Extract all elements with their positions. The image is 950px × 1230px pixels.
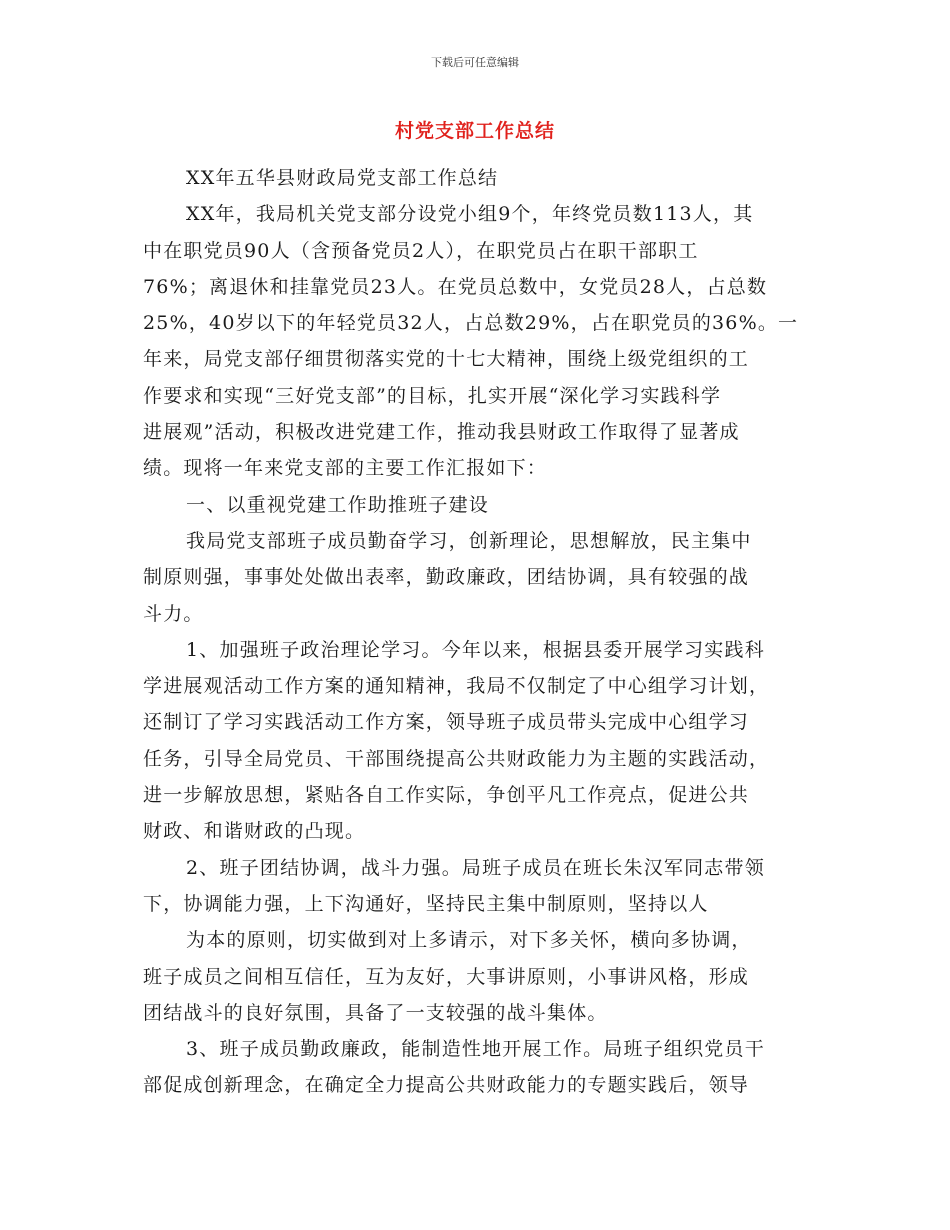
paragraph-line: XX年，我局机关党支部分设党小组9个，年终党员数113人，其 [186, 203, 754, 226]
document-body [143, 160, 803, 1104]
paragraph-line: 任务，引导全局党员、干部围绕提高公共财政能力为主题的实践活动， [143, 747, 770, 770]
subtitle-line: XX年五华县财政局党支部工作总结 [186, 167, 499, 189]
paragraph-line: 财政、和谐财政的凸现。 [143, 820, 366, 843]
paragraph-line: 作要求和实现“三好党支部”的目标，扎实开展“深化学习实践科学 [143, 384, 722, 407]
paragraph-line: 学进展观活动工作方案的通知精神，我局不仅制定了中心组学习计划， [143, 675, 770, 698]
paragraph-line: 班子成员之间相互信任，互为友好，大事讲原则，小事讲风格，形成 [143, 965, 750, 988]
document-title: 村党支部工作总结 [394, 120, 555, 142]
paragraph-line: 年来，局党支部仔细贯彻落实党的十七大精神，围绕上级党组织的工 [143, 348, 750, 371]
paragraph-line: 为本的原则，切实做到对上多请示，对下多关怀，横向多协调， [186, 929, 752, 952]
page-header: 下载后可任意编辑 [431, 56, 519, 69]
paragraph-line: 76%；离退休和挂靠党员23人。在党员总数中，女党员28人，占总数 [143, 275, 768, 298]
section-heading: 一、以重视党建工作助推班子建设 [186, 493, 490, 516]
paragraph-line: 我局党支部班子成员勤奋学习，创新理论，思想解放，民主集中 [186, 529, 752, 552]
paragraph-line: 团结战斗的良好氛围，具备了一支较强的战斗集体。 [143, 1001, 608, 1024]
paragraph-line: 部促成创新理念，在确定全力提高公共财政能力的专题实践后，领导 [143, 1074, 750, 1097]
paragraph-line: 绩。现将一年来党支部的主要工作汇报如下： [143, 457, 548, 480]
paragraph-line: 2、班子团结协调，战斗力强。局班子成员在班长朱汉军同志带领 [186, 856, 765, 879]
paragraph-line: 斗力。 [143, 602, 204, 625]
paragraph-line: 1、加强班子政治理论学习。今年以来，根据县委开展学习实践科 [186, 638, 765, 661]
paragraph-line: 3、班子成员勤政廉政，能制造性地开展工作。局班子组织党员干 [186, 1038, 765, 1061]
paragraph-line: 还制订了学习实践活动工作方案，领导班子成员带头完成中心组学习 [143, 711, 750, 734]
paragraph-line: 25%，40岁以下的年轻党员32人，占总数29%，占在职党员的36%。一 [143, 312, 799, 335]
paragraph-line: 制原则强，事事处处做出表率，勤政廉政，团结协调，具有较强的战 [143, 566, 750, 589]
paragraph-line: 下，协调能力强，上下沟通好，坚持民主集中制原则，坚持以人 [143, 892, 709, 915]
paragraph-line: 中在职党员90人（含预备党员2人），在职党员占在职干部职工 [143, 239, 699, 262]
paragraph-line: 进展观”活动，积极改进党建工作，推动我县财政工作取得了显著成 [143, 421, 740, 444]
paragraph-line: 进一步解放思想，紧贴各自工作实际，争创平凡工作亮点，促进公共 [143, 784, 750, 807]
